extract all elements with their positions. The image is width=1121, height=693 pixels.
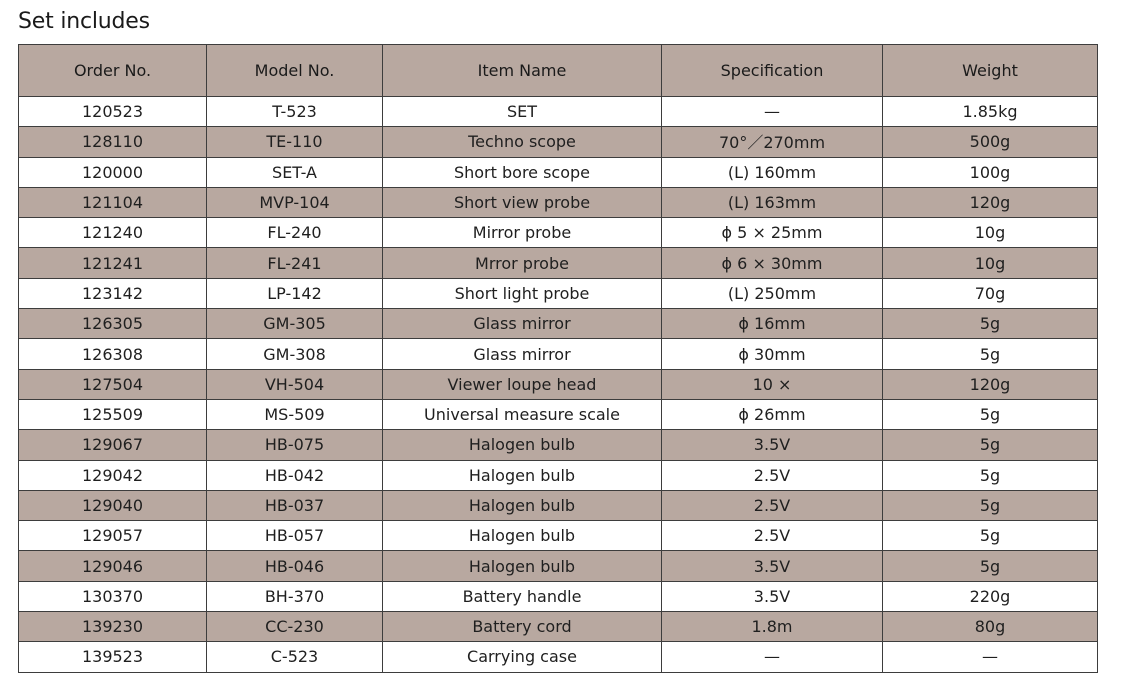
table-row xyxy=(19,399,1098,429)
order-no-cell: 120000 xyxy=(19,157,207,187)
item-name-cell: Mirror probe xyxy=(383,218,662,248)
order-no-cell: 121104 xyxy=(19,187,207,217)
table-row xyxy=(19,157,1098,187)
item-name-cell: Short bore scope xyxy=(383,157,662,187)
order-no-cell: 126305 xyxy=(19,309,207,339)
model-no-cell: SET-A xyxy=(207,157,383,187)
order-no-cell: 126308 xyxy=(19,339,207,369)
weight-cell: 5g xyxy=(883,339,1098,369)
item-name-cell: SET xyxy=(383,97,662,127)
header-item-name: Item Name xyxy=(383,45,662,97)
weight-cell: 10g xyxy=(883,218,1098,248)
order-no-cell: 125509 xyxy=(19,399,207,429)
parts-table xyxy=(18,44,1098,673)
weight-cell: — xyxy=(883,642,1098,672)
specification-cell: ϕ 26mm xyxy=(662,399,883,429)
specification-cell: (L) 160mm xyxy=(662,157,883,187)
table-row xyxy=(19,490,1098,520)
weight-cell: 5g xyxy=(883,521,1098,551)
weight-cell: 120g xyxy=(883,187,1098,217)
model-no-cell: HB-057 xyxy=(207,521,383,551)
specification-cell: 70°／270mm xyxy=(662,127,883,157)
model-no-cell: HB-042 xyxy=(207,460,383,490)
table-row xyxy=(19,309,1098,339)
order-no-cell: 128110 xyxy=(19,127,207,157)
model-no-cell: VH-504 xyxy=(207,369,383,399)
item-name-cell: Mrror probe xyxy=(383,248,662,278)
model-no-cell: TE-110 xyxy=(207,127,383,157)
weight-cell: 80g xyxy=(883,612,1098,642)
header-order-no: Order No. xyxy=(19,45,207,97)
weight-cell: 220g xyxy=(883,581,1098,611)
model-no-cell: GM-305 xyxy=(207,309,383,339)
specification-cell: 3.5V xyxy=(662,581,883,611)
order-no-cell: 139523 xyxy=(19,642,207,672)
weight-cell: 1.85kg xyxy=(883,97,1098,127)
item-name-cell: Halogen bulb xyxy=(383,551,662,581)
model-no-cell: HB-046 xyxy=(207,551,383,581)
specification-cell: (L) 250mm xyxy=(662,278,883,308)
specification-cell: 2.5V xyxy=(662,490,883,520)
order-no-cell: 139230 xyxy=(19,612,207,642)
header-model-no: Model No. xyxy=(207,45,383,97)
weight-cell: 5g xyxy=(883,460,1098,490)
weight-cell: 5g xyxy=(883,399,1098,429)
order-no-cell: 121240 xyxy=(19,218,207,248)
item-name-cell: Short view probe xyxy=(383,187,662,217)
specification-cell: ϕ 5 × 25mm xyxy=(662,218,883,248)
table-body xyxy=(19,97,1098,673)
model-no-cell: C-523 xyxy=(207,642,383,672)
model-no-cell: CC-230 xyxy=(207,612,383,642)
table-row xyxy=(19,97,1098,127)
specification-cell: 10 × xyxy=(662,369,883,399)
model-no-cell: T-523 xyxy=(207,97,383,127)
item-name-cell: Universal measure scale xyxy=(383,399,662,429)
table-header xyxy=(19,45,1098,97)
item-name-cell: Halogen bulb xyxy=(383,521,662,551)
model-no-cell: LP-142 xyxy=(207,278,383,308)
table-row xyxy=(19,430,1098,460)
order-no-cell: 129046 xyxy=(19,551,207,581)
weight-cell: 5g xyxy=(883,309,1098,339)
weight-cell: 120g xyxy=(883,369,1098,399)
order-no-cell: 129040 xyxy=(19,490,207,520)
weight-cell: 10g xyxy=(883,248,1098,278)
table-row xyxy=(19,551,1098,581)
order-no-cell: 129057 xyxy=(19,521,207,551)
model-no-cell: MS-509 xyxy=(207,399,383,429)
item-name-cell: Battery cord xyxy=(383,612,662,642)
specification-cell: ϕ 6 × 30mm xyxy=(662,248,883,278)
model-no-cell: GM-308 xyxy=(207,339,383,369)
item-name-cell: Halogen bulb xyxy=(383,460,662,490)
order-no-cell: 120523 xyxy=(19,97,207,127)
item-name-cell: Glass mirror xyxy=(383,339,662,369)
specification-cell: 3.5V xyxy=(662,430,883,460)
weight-cell: 500g xyxy=(883,127,1098,157)
specification-cell: ϕ 30mm xyxy=(662,339,883,369)
weight-cell: 5g xyxy=(883,551,1098,581)
table-row xyxy=(19,218,1098,248)
weight-cell: 5g xyxy=(883,490,1098,520)
model-no-cell: FL-240 xyxy=(207,218,383,248)
specification-cell: 1.8m xyxy=(662,612,883,642)
specification-cell: 3.5V xyxy=(662,551,883,581)
specification-cell: (L) 163mm xyxy=(662,187,883,217)
model-no-cell: HB-075 xyxy=(207,430,383,460)
model-no-cell: MVP-104 xyxy=(207,187,383,217)
specification-cell: — xyxy=(662,97,883,127)
table-row xyxy=(19,369,1098,399)
specification-cell: 2.5V xyxy=(662,521,883,551)
table-row xyxy=(19,521,1098,551)
order-no-cell: 130370 xyxy=(19,581,207,611)
specification-cell: — xyxy=(662,642,883,672)
order-no-cell: 129042 xyxy=(19,460,207,490)
item-name-cell: Carrying case xyxy=(383,642,662,672)
order-no-cell: 121241 xyxy=(19,248,207,278)
item-name-cell: Halogen bulb xyxy=(383,490,662,520)
order-no-cell: 123142 xyxy=(19,278,207,308)
weight-cell: 70g xyxy=(883,278,1098,308)
table-row xyxy=(19,339,1098,369)
item-name-cell: Techno scope xyxy=(383,127,662,157)
item-name-cell: Halogen bulb xyxy=(383,430,662,460)
model-no-cell: HB-037 xyxy=(207,490,383,520)
table-row xyxy=(19,127,1098,157)
table-row xyxy=(19,460,1098,490)
item-name-cell: Viewer loupe head xyxy=(383,369,662,399)
table-row xyxy=(19,581,1098,611)
item-name-cell: Short light probe xyxy=(383,278,662,308)
order-no-cell: 129067 xyxy=(19,430,207,460)
table-row xyxy=(19,278,1098,308)
model-no-cell: BH-370 xyxy=(207,581,383,611)
item-name-cell: Glass mirror xyxy=(383,309,662,339)
model-no-cell: FL-241 xyxy=(207,248,383,278)
header-specification: Specification xyxy=(662,45,883,97)
table-row xyxy=(19,248,1098,278)
weight-cell: 100g xyxy=(883,157,1098,187)
specification-cell: ϕ 16mm xyxy=(662,309,883,339)
table-row xyxy=(19,612,1098,642)
page-title: Set includes xyxy=(18,9,150,34)
weight-cell: 5g xyxy=(883,430,1098,460)
item-name-cell: Battery handle xyxy=(383,581,662,611)
header-weight: Weight xyxy=(883,45,1098,97)
table-row xyxy=(19,187,1098,217)
specification-cell: 2.5V xyxy=(662,460,883,490)
order-no-cell: 127504 xyxy=(19,369,207,399)
header-row xyxy=(19,45,1098,97)
table-row xyxy=(19,642,1098,672)
